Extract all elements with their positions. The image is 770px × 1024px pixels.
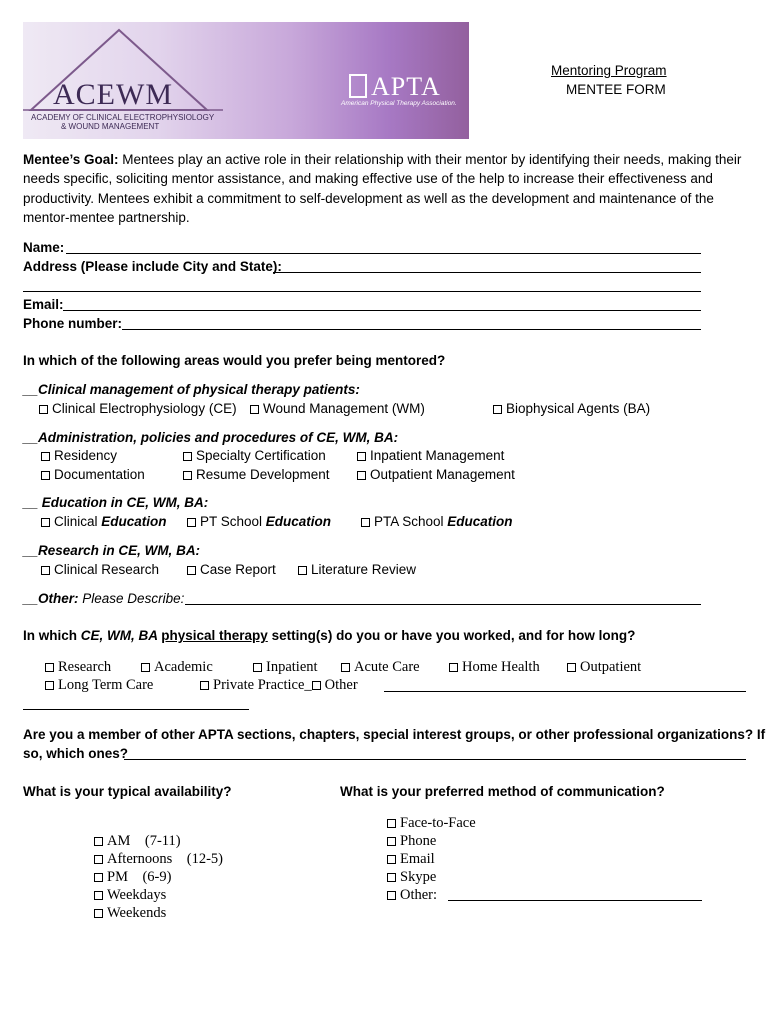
availability-question: What is your typical availability? <box>23 784 232 799</box>
availability-weekdays[interactable]: Weekdays <box>94 886 223 904</box>
communication-skype[interactable]: Skype <box>387 868 476 886</box>
option-pta-school-education[interactable]: PTA School Education <box>361 514 513 530</box>
communication-question: What is your preferred method of communication? <box>340 784 665 799</box>
option-wm[interactable]: Wound Management (WM) <box>250 401 425 417</box>
setting-acute-care[interactable]: Acute Care <box>341 659 420 676</box>
checkbox-icon[interactable] <box>41 452 50 461</box>
checkbox-icon[interactable] <box>94 855 103 864</box>
checkbox-icon[interactable] <box>449 663 458 672</box>
membership-question: Are you a member of other APTA sections, chapters, special interest groups, or other professional organizations? If <box>23 727 766 742</box>
availability-weekends[interactable]: Weekends <box>94 904 223 922</box>
checkbox-icon[interactable] <box>312 681 321 690</box>
checkbox-icon[interactable] <box>41 518 50 527</box>
clinical-heading: __Clinical management of physical therapy patients: <box>23 382 360 397</box>
checkbox-icon[interactable] <box>387 873 396 882</box>
other-heading: __Other: Please Describe: <box>23 591 185 606</box>
checkbox-icon[interactable] <box>387 837 396 846</box>
membership-field[interactable] <box>124 759 746 760</box>
checkbox-icon[interactable] <box>94 873 103 882</box>
setting-home-health[interactable]: Home Health <box>449 659 540 676</box>
admin-heading: __Administration, policies and procedures of CE, WM, BA: <box>23 430 399 445</box>
checkbox-icon[interactable] <box>387 819 396 828</box>
apta-emblem-icon <box>349 74 367 98</box>
availability-pm[interactable]: PM (6-9) <box>94 868 223 886</box>
other-describe-field[interactable] <box>185 604 701 605</box>
availability-options <box>94 814 223 940</box>
option-case-report[interactable]: Case Report <box>187 562 276 578</box>
mentee-goal: Mentee’s Goal: Mentees play an active role in their relationship with their mentor by identifying their needs, making their needs specific, soliciting mentor assistance, and making effective use of the help to increase their effectiveness and productivity. Mentees exhibit a commitment to self-development as well as the development and maintenance of the mentor-mentee partnership. <box>23 152 742 225</box>
communication-face-to-face[interactable]: Face-to-Face <box>387 814 476 832</box>
checkbox-icon[interactable] <box>183 471 192 480</box>
header-banner <box>23 22 469 139</box>
address-field[interactable] <box>273 272 701 273</box>
name-label: Name: <box>23 240 65 255</box>
checkbox-icon[interactable] <box>41 566 50 575</box>
research-heading: __Research in CE, WM, BA: <box>23 543 201 558</box>
checkbox-icon[interactable] <box>357 452 366 461</box>
checkbox-icon[interactable] <box>94 909 103 918</box>
setting-outpatient[interactable]: Outpatient <box>567 659 641 676</box>
communication-phone[interactable]: Phone <box>387 832 476 850</box>
setting-other-field[interactable] <box>384 691 746 692</box>
apta-logo-subtitle: American Physical Therapy Association. <box>341 100 457 107</box>
checkbox-icon[interactable] <box>250 405 259 414</box>
checkbox-icon[interactable] <box>493 405 502 414</box>
option-specialty-certification[interactable]: Specialty Certification <box>183 448 326 464</box>
checkbox-icon[interactable] <box>183 452 192 461</box>
setting-academic[interactable]: Academic <box>141 659 213 676</box>
option-resume-development[interactable]: Resume Development <box>183 467 330 483</box>
checkbox-icon[interactable] <box>45 681 54 690</box>
apta-logo: APTA <box>349 72 441 102</box>
option-clinical-research[interactable]: Clinical Research <box>41 562 159 578</box>
checkbox-icon[interactable] <box>387 891 396 900</box>
option-clinical-education[interactable]: Clinical Education <box>41 514 167 530</box>
communication-email[interactable]: Email <box>387 850 476 868</box>
education-heading: __ Education in CE, WM, BA: <box>23 495 209 510</box>
acewm-logo: ACEWM <box>53 78 173 111</box>
option-literature-review[interactable]: Literature Review <box>298 562 416 578</box>
option-outpatient-management[interactable]: Outpatient Management <box>357 467 515 483</box>
checkbox-icon[interactable] <box>94 891 103 900</box>
email-label: Email: <box>23 297 64 312</box>
checkbox-icon[interactable] <box>200 681 209 690</box>
checkbox-icon[interactable] <box>298 566 307 575</box>
program-title: Mentoring Program <box>551 63 667 78</box>
option-pt-school-education[interactable]: PT School Education <box>187 514 331 530</box>
checkbox-icon[interactable] <box>253 663 262 672</box>
setting-inpatient[interactable]: Inpatient <box>253 659 318 676</box>
checkbox-icon[interactable] <box>387 855 396 864</box>
communication-other[interactable]: Other: <box>387 886 476 904</box>
checkbox-icon[interactable] <box>357 471 366 480</box>
option-inpatient-management[interactable]: Inpatient Management <box>357 448 504 464</box>
settings-question: In which CE, WM, BA physical therapy setting(s) do you or have you worked, and for how long? <box>23 628 636 643</box>
availability-afternoons[interactable]: Afternoons (12-5) <box>94 850 223 868</box>
checkbox-icon[interactable] <box>187 518 196 527</box>
option-ba[interactable]: Biophysical Agents (BA) <box>493 401 650 417</box>
email-field[interactable] <box>63 310 701 311</box>
phone-label: Phone number: <box>23 316 123 331</box>
checkbox-icon[interactable] <box>141 663 150 672</box>
membership-question-line2: so, which ones? <box>23 746 129 761</box>
checkbox-icon[interactable] <box>187 566 196 575</box>
option-documentation[interactable]: Documentation <box>41 467 145 483</box>
availability-am[interactable]: AM (7-11) <box>94 832 223 850</box>
option-ce[interactable]: Clinical Electrophysiology (CE) <box>39 401 237 417</box>
areas-question: In which of the following areas would you prefer being mentored? <box>23 353 446 368</box>
communication-other-field[interactable] <box>448 900 702 901</box>
checkbox-icon[interactable] <box>361 518 370 527</box>
setting-private-practice[interactable]: Private Practice_ Other <box>200 677 358 694</box>
name-field[interactable] <box>66 253 701 254</box>
setting-other-field-line2[interactable] <box>23 709 249 710</box>
checkbox-icon[interactable] <box>39 405 48 414</box>
checkbox-icon[interactable] <box>45 663 54 672</box>
setting-long-term-care[interactable]: Long Term Care <box>45 677 153 694</box>
acewm-logo-subtitle: ACADEMY OF CLINICAL ELECTROPHYSIOLOGY & WOUND MANAGEMENT <box>31 113 215 131</box>
setting-research[interactable]: Research <box>45 659 111 676</box>
checkbox-icon[interactable] <box>567 663 576 672</box>
address-label: Address (Please include City and State): <box>23 259 282 274</box>
form-title: MENTEE FORM <box>566 82 666 97</box>
communication-options <box>387 814 476 904</box>
checkbox-icon[interactable] <box>341 663 350 672</box>
option-residency[interactable]: Residency <box>41 448 117 464</box>
phone-field[interactable] <box>122 329 701 330</box>
checkbox-icon[interactable] <box>94 837 103 846</box>
address-field-line2[interactable] <box>23 291 701 292</box>
checkbox-icon[interactable] <box>41 471 50 480</box>
